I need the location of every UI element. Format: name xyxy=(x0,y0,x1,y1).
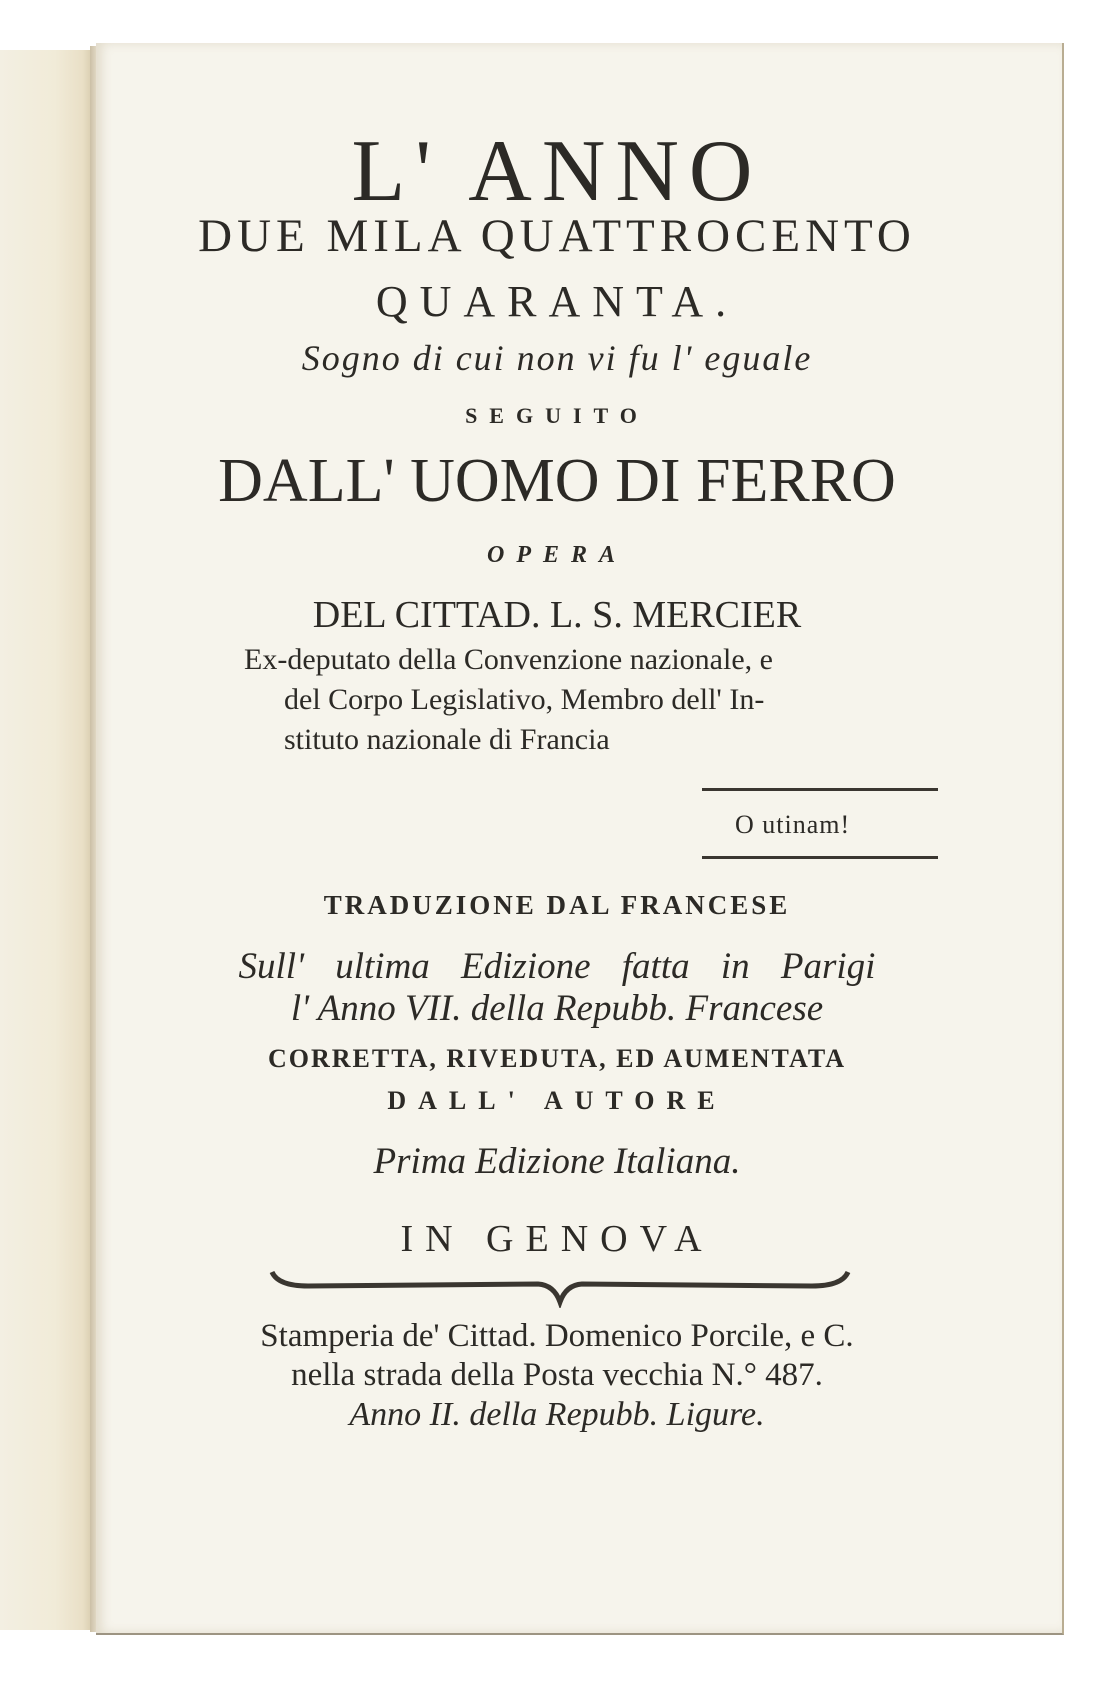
credentials-line: stituto nazionale di Francia xyxy=(284,723,610,756)
source-edition-line-1: Sull' ultima Edizione fatta in Parigi xyxy=(238,946,876,987)
edition-note: Prima Edizione Italiana. xyxy=(373,1141,741,1182)
imprint-line: Anno II. della Repubb. Ligure. xyxy=(349,1396,765,1433)
second-work-title: DALL' UOMO DI FERRO xyxy=(218,447,896,515)
subtitle-line-2: QUARANTA. xyxy=(375,277,739,326)
brace-ornament xyxy=(268,1268,852,1308)
imprint-line: nella strada della Posta vecchia N.° 487. xyxy=(291,1357,823,1393)
place-of-publication: IN GENOVA xyxy=(400,1218,714,1260)
subtitle-line-1: DUE MILA QUATTROCENTO xyxy=(198,210,916,262)
translation-note: TRADUZIONE DAL FRANCESE xyxy=(323,890,791,920)
author: DEL CITTAD. L. S. MERCIER xyxy=(312,594,802,636)
followed-by: SEGUITO xyxy=(465,403,649,428)
divider-rule xyxy=(702,856,938,859)
author-credentials xyxy=(244,640,944,760)
divider-rule xyxy=(702,788,938,791)
work-label: OPERA xyxy=(486,542,627,568)
imprint-line: Stamperia de' Cittad. Domenico Porcile, e C. xyxy=(260,1318,854,1354)
credentials-line: Ex-deputato della Convenzione nazionale, e xyxy=(244,643,773,676)
source-edition-line-2: l' Anno VII. della Repubb. Francese xyxy=(290,988,824,1029)
revision-line-1: CORRETTA, RIVEDUTA, ED AUMENTATA xyxy=(267,1044,847,1073)
revision-line-2: DALL' AUTORE xyxy=(387,1086,727,1115)
tagline: Sogno di cui non vi fu l' eguale xyxy=(301,338,813,378)
epigraph: O utinam! xyxy=(735,810,851,839)
credentials-line: del Corpo Legislativo, Membro dell' In- xyxy=(284,683,765,716)
book-title: L' ANNO xyxy=(351,123,763,220)
